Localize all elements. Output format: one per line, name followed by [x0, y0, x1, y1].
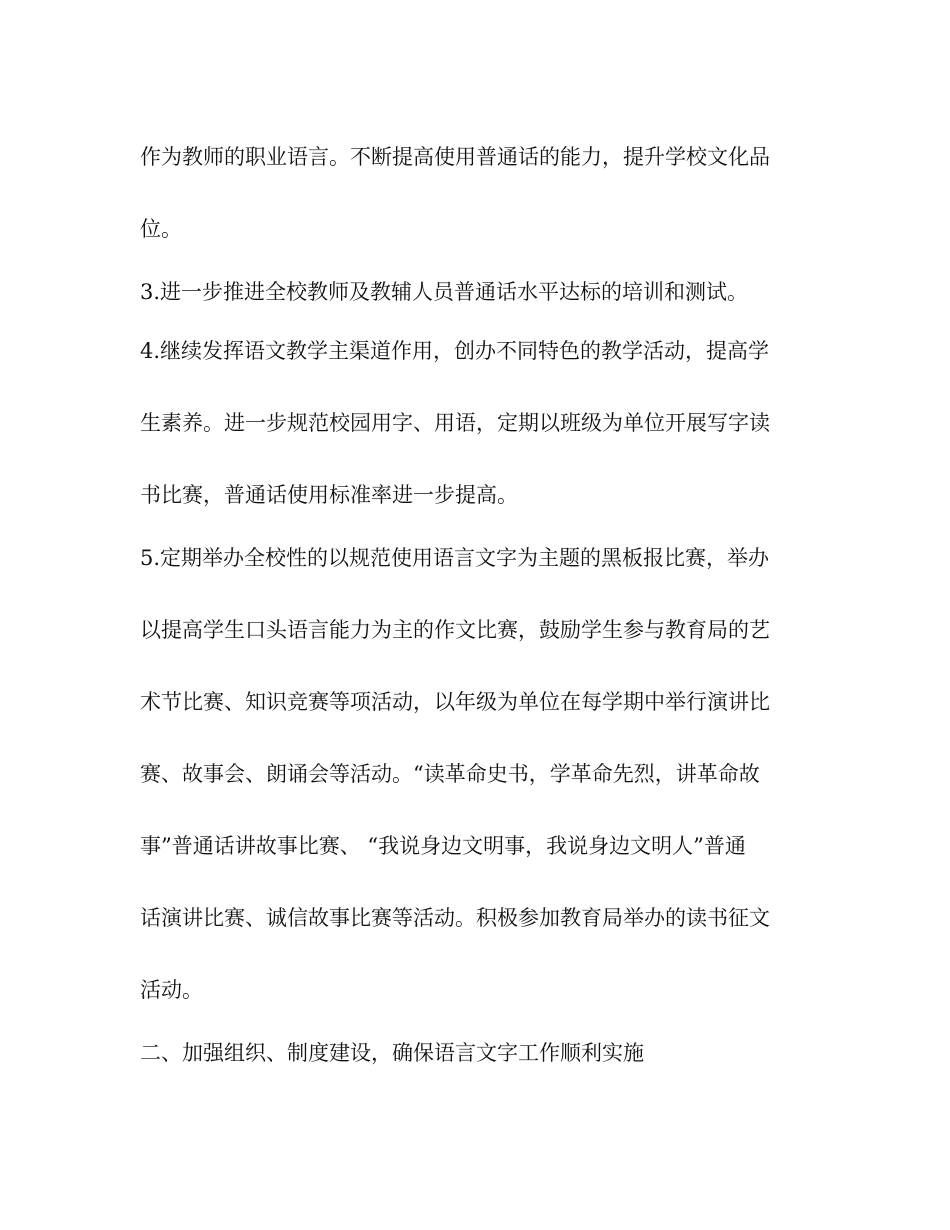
- list-item-4: 4.继续发挥语文教学主渠道作用，创办不同特色的教学活动，提高学: [140, 339, 770, 363]
- section-heading: 二、加强组织、制度建设，确保语言文字工作顺利实施: [140, 1041, 644, 1065]
- list-item-5: 5.定期举办全校性的以规范使用语言文字为主题的黑板报比赛，举办: [140, 546, 770, 570]
- paragraph-line: 书比赛，普通话使用标准率进一步提高。: [140, 483, 518, 507]
- paragraph-line: 生素养。进一步规范校园用字、用语，定期以班级为单位开展写字读: [140, 411, 770, 435]
- paragraph-line: 赛、故事会、朗诵会等活动。“读革命史书，学革命先烈，讲革命故: [140, 762, 760, 786]
- paragraph-line: 以提高学生口头语言能力为主的作文比赛，鼓励学生参与教育局的艺: [140, 618, 770, 642]
- paragraph-line: 话演讲比赛、诚信故事比赛等活动。积极参加教育局举办的读书征文: [140, 906, 770, 930]
- paragraph-line: 事”普通话讲故事比赛、 “我说身边文明事，我说身边文明人”普通: [140, 834, 746, 858]
- paragraph-line: 位。: [140, 217, 182, 241]
- list-item-3: 3.进一步推进全校教师及教辅人员普通话水平达标的培训和测试。: [140, 280, 749, 304]
- paragraph-line: 术节比赛、知识竞赛等项活动，以年级为单位在每学期中举行演讲比: [140, 690, 770, 714]
- paragraph-line: 作为教师的职业语言。不断提高使用普通话的能力，提升学校文化品: [140, 145, 770, 169]
- paragraph-line: 活动。: [140, 978, 203, 1002]
